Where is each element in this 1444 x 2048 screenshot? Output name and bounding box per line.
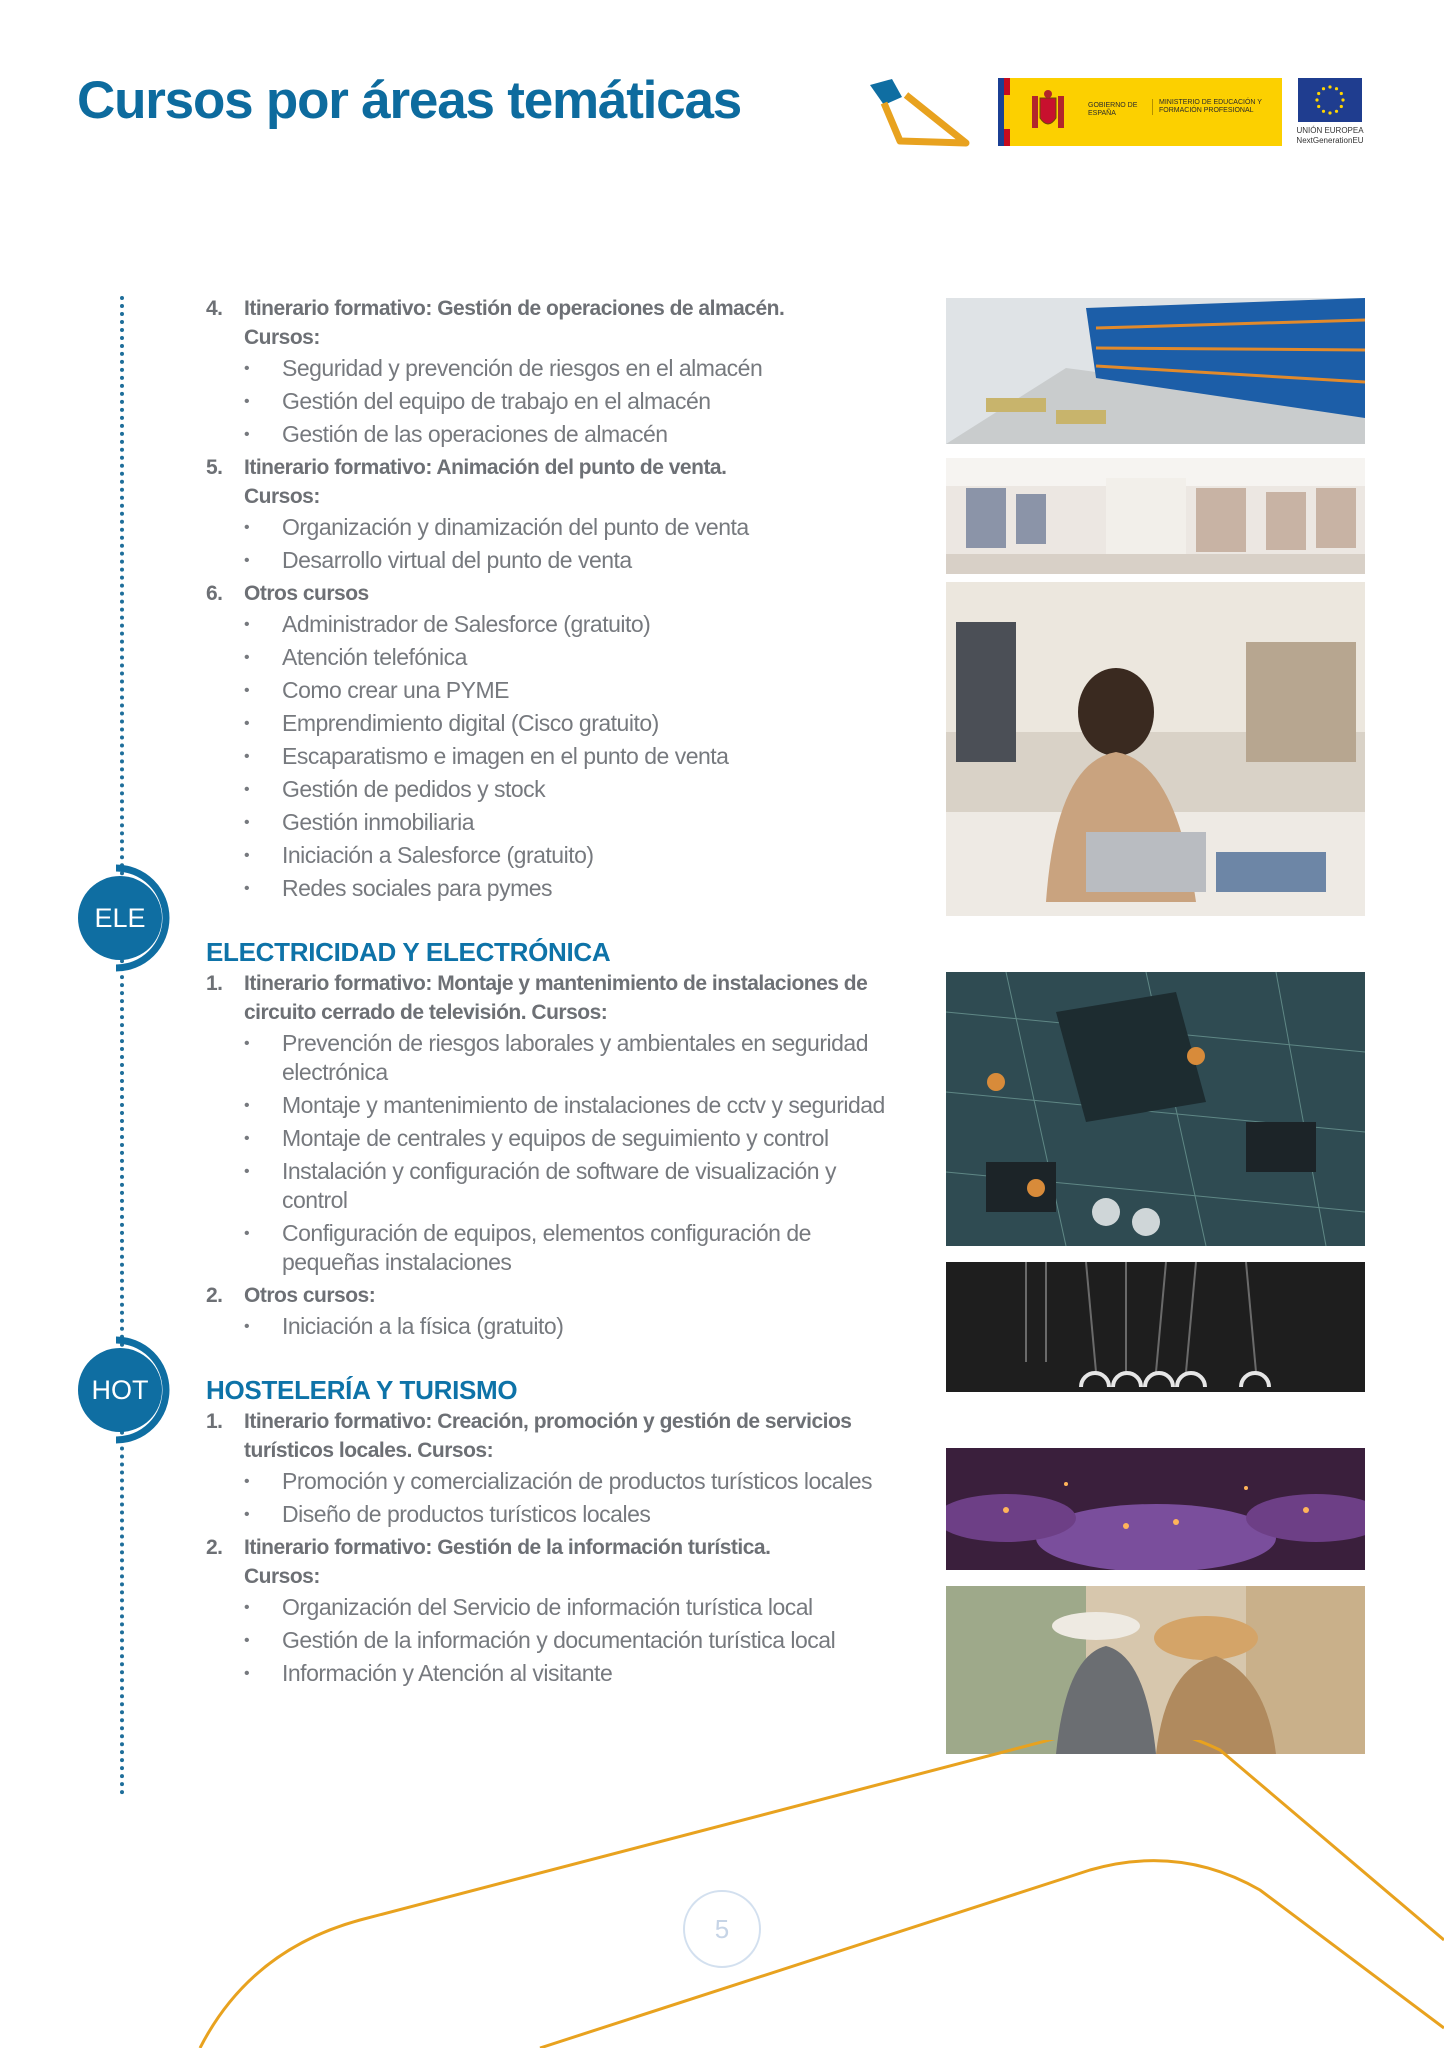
list-item [244, 1029, 906, 1087]
itinerary-title: Itinerario formativo: Gestión de la información turística. [244, 1536, 771, 1559]
list-item [244, 841, 906, 870]
itinerary-title: Itinerario formativo: Creación, promoción y gestión de servicios turísticos locales. Cursos: [244, 1410, 852, 1462]
bullet-icon: • [244, 616, 250, 633]
ministry-label: MINISTERIO DE EDUCACIÓN Y FORMACIÓN PROFESIONAL [1152, 99, 1289, 115]
itinerary-title: Otros cursos [244, 582, 369, 605]
itinerary-title: Otros cursos: [244, 1284, 376, 1307]
gov-label: GOBIERNO DE ESPAÑA [1088, 102, 1138, 117]
course-name: Gestión del equipo de trabajo en el almacén [282, 388, 711, 414]
itinerary-cursos-label: Cursos: [244, 1565, 320, 1588]
list-item [244, 1124, 906, 1153]
course-name: Gestión inmobiliaria [282, 809, 474, 835]
bullet-icon: • [244, 649, 250, 666]
course-name: Montaje y mantenimiento de instalaciones de cctv y seguridad [282, 1092, 885, 1118]
bullet-icon: • [244, 360, 250, 377]
list-item [244, 709, 906, 738]
itinerary-title-wrap [244, 1533, 770, 1591]
brand-logo-icon [862, 75, 974, 149]
section-electricidad [206, 935, 906, 1341]
course-name: Emprendimiento digital (Cisco gratuito) [282, 710, 659, 736]
list-item [244, 1219, 906, 1277]
bullet-icon: • [244, 1318, 250, 1335]
bullet-icon: • [244, 814, 250, 831]
itinerary-number: 4. [206, 297, 223, 320]
course-name: Gestión de pedidos y stock [282, 776, 546, 802]
bullet-icon: • [244, 748, 250, 765]
itinerary-number: 2. [206, 1536, 223, 1559]
itinerary-cursos-label: Cursos: [244, 326, 320, 349]
course-name: Información y Atención al visitante [282, 1660, 613, 1686]
list-item [244, 1659, 906, 1688]
page-number: 5 [683, 1890, 761, 1968]
course-name: Organización y dinamización del punto de venta [282, 514, 749, 540]
bullet-icon: • [244, 1473, 250, 1490]
bullet-icon: • [244, 552, 250, 569]
circuit-board-photo [946, 972, 1365, 1246]
bullet-icon: • [244, 1163, 250, 1180]
itinerary-number: 2. [206, 1284, 223, 1307]
list-item [244, 513, 906, 542]
course-name: Iniciación a Salesforce (gratuito) [282, 842, 594, 868]
section-hosteleria [206, 1373, 906, 1688]
list-item [244, 1626, 906, 1655]
list-item [244, 676, 906, 705]
eu-strip-icon [998, 78, 1004, 146]
itinerary-item [206, 1407, 906, 1465]
course-list [206, 1593, 906, 1688]
itinerary-title: Itinerario formativo: Gestión de operaciones de almacén. [244, 297, 785, 320]
course-name: Como crear una PYME [282, 677, 509, 703]
list-item [244, 1091, 906, 1120]
list-item [244, 610, 906, 639]
itinerary-item [206, 579, 906, 608]
woman-laptop-photo [946, 582, 1365, 916]
course-name: Instalación y configuración de software de visualización y control [282, 1158, 836, 1213]
coat-of-arms-icon [1028, 88, 1068, 136]
bullet-icon: • [244, 1035, 250, 1052]
itinerary-item [206, 1533, 906, 1591]
bullet-icon: • [244, 1130, 250, 1147]
section-heading: ELECTRICIDAD Y ELECTRÓNICA [206, 937, 611, 967]
list-item [244, 742, 906, 771]
bullet-icon: • [244, 393, 250, 410]
bullet-icon: • [244, 1506, 250, 1523]
list-item [244, 546, 906, 575]
itinerary-item [206, 453, 906, 511]
list-item [244, 420, 906, 449]
course-name: Desarrollo virtual del punto de venta [282, 547, 632, 573]
list-item [244, 1312, 906, 1341]
bullet-icon: • [244, 1225, 250, 1242]
list-item [244, 1593, 906, 1622]
bullet-icon: • [244, 1599, 250, 1616]
course-list [206, 1312, 906, 1341]
itinerary-title-wrap [244, 453, 726, 511]
course-name: Montaje de centrales y equipos de seguimiento y control [282, 1125, 829, 1151]
bullet-icon: • [244, 519, 250, 536]
course-name: Atención telefónica [282, 644, 467, 670]
itinerary-number: 5. [206, 456, 223, 479]
list-item [244, 387, 906, 416]
section-gap [206, 907, 906, 935]
timeline-dotted-line [120, 296, 124, 1796]
itinerary-item [206, 1281, 906, 1310]
itinerary-title-wrap [244, 294, 784, 352]
list-item [244, 874, 906, 903]
course-list [206, 1029, 906, 1277]
retail-store-photo [946, 458, 1365, 574]
section-comercio [206, 294, 906, 903]
list-item [244, 1157, 906, 1215]
bullet-icon: • [244, 1097, 250, 1114]
course-name: Escaparatismo e imagen en el punto de venta [282, 743, 729, 769]
warehouse-photo [946, 298, 1365, 444]
page-title: Cursos por áreas temáticas [77, 71, 742, 130]
itinerary-item [206, 294, 906, 352]
course-list [206, 513, 906, 575]
course-name: Redes sociales para pymes [282, 875, 553, 901]
section-heading: HOSTELERÍA Y TURISMO [206, 1375, 518, 1405]
badge-ele: ELE [78, 876, 162, 960]
course-name: Promoción y comercialización de productos turísticos locales [282, 1468, 872, 1494]
badge-hot: HOT [78, 1348, 162, 1432]
tourists-photo [946, 1586, 1365, 1754]
bullet-icon: • [244, 781, 250, 798]
newtons-cradle-photo [946, 1262, 1365, 1392]
list-item [244, 643, 906, 672]
bullet-icon: • [244, 1632, 250, 1649]
government-logo [998, 78, 1282, 146]
course-name: Administrador de Salesforce (gratuito) [282, 611, 651, 637]
course-list [206, 354, 906, 449]
course-list [206, 1467, 906, 1529]
eu-caption [1288, 126, 1372, 146]
course-name: Prevención de riesgos laborales y ambientales en seguridad electrónica [282, 1030, 868, 1085]
eu-flag-icon [1298, 78, 1362, 122]
itinerary-number: 1. [206, 1410, 223, 1433]
itinerary-title: Itinerario formativo: Montaje y mantenimiento de instalaciones de circuito cerrado de televisión. Cursos: [244, 972, 868, 1024]
course-name: Seguridad y prevención de riesgos en el almacén [282, 355, 763, 381]
course-name: Diseño de productos turísticos locales [282, 1501, 651, 1527]
course-name: Gestión de la información y documentación turística local [282, 1627, 836, 1653]
section-gap [206, 1345, 906, 1373]
list-item [244, 1467, 906, 1496]
course-name: Configuración de equipos, elementos configuración de pequeñas instalaciones [282, 1220, 811, 1275]
course-name: Organización del Servicio de información turística local [282, 1594, 813, 1620]
list-item [244, 1500, 906, 1529]
itinerary-item [206, 969, 906, 1027]
list-item [244, 354, 906, 383]
course-name: Gestión de las operaciones de almacén [282, 421, 668, 447]
itinerary-cursos-label: Cursos: [244, 485, 320, 508]
bullet-icon: • [244, 426, 250, 443]
itinerary-number: 6. [206, 582, 223, 605]
eu-caption-line1: UNIÓN EUROPEA [1296, 126, 1364, 135]
bullet-icon: • [244, 682, 250, 699]
eu-caption-line2: NextGenerationEU [1296, 136, 1364, 145]
course-name: Iniciación a la física (gratuito) [282, 1313, 564, 1339]
bullet-icon: • [244, 880, 250, 897]
list-item [244, 775, 906, 804]
bullet-icon: • [244, 715, 250, 732]
bullet-icon: • [244, 1665, 250, 1682]
itinerary-title: Itinerario formativo: Animación del punto de venta. [244, 456, 727, 479]
banquet-hall-photo [946, 1448, 1365, 1570]
course-content [206, 294, 906, 1692]
list-item [244, 808, 906, 837]
bullet-icon: • [244, 847, 250, 864]
course-list [206, 610, 906, 903]
itinerary-number: 1. [206, 972, 223, 995]
